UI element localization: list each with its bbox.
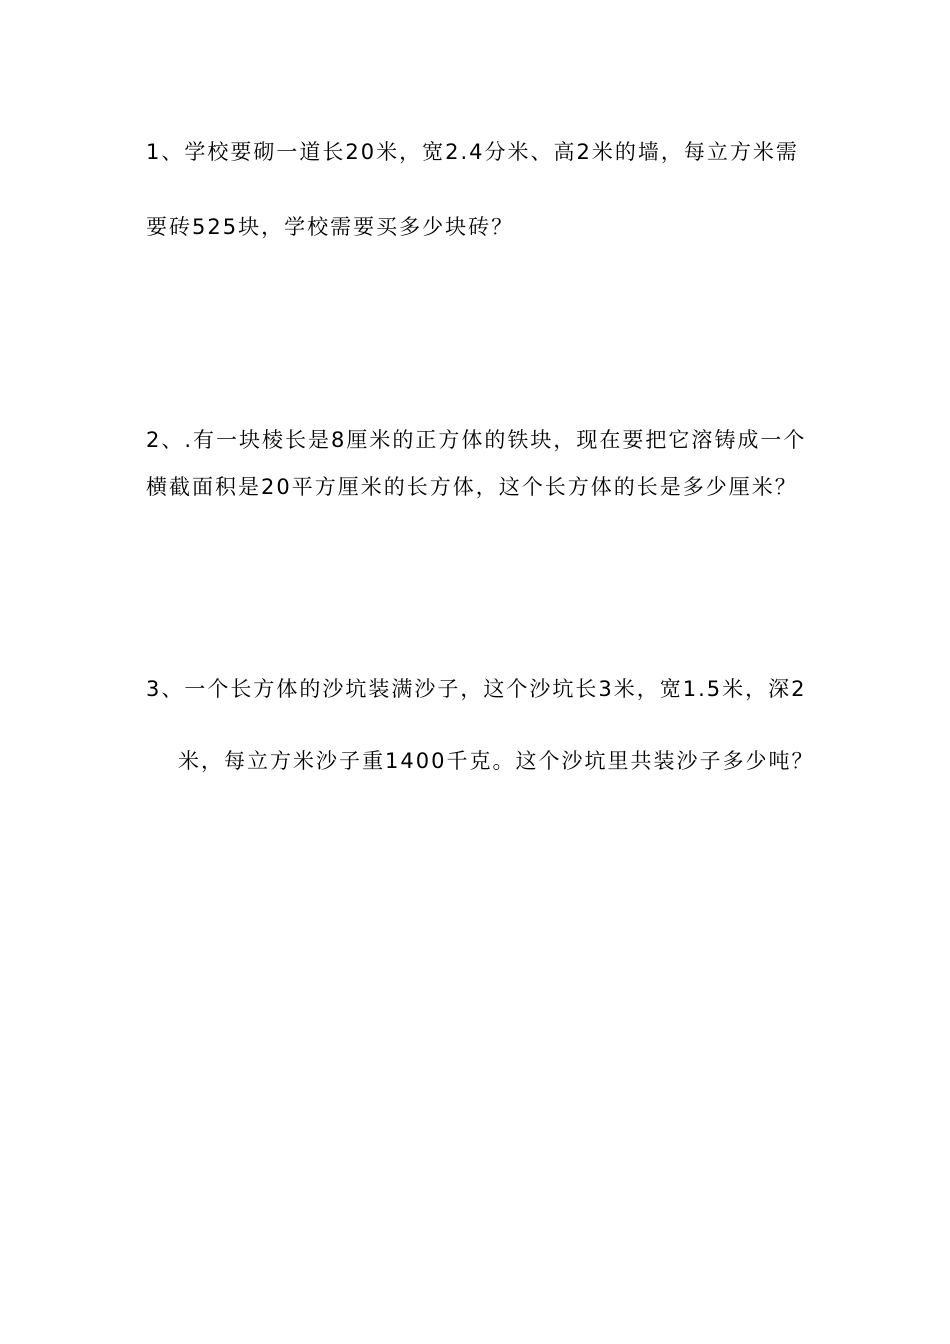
question-3-line-2: 米，每立方米沙子重1400千克。这个沙坑里共装沙子多少吨？ (178, 749, 815, 773)
question-1-line-2: 要砖525块，学校需要买多少块砖？ (146, 215, 515, 239)
question-3-line-1: 3、一个长方体的沙坑装满沙子，这个沙坑长3米，宽1.5米，深2 (146, 677, 807, 701)
question-2-line-2: 横截面积是20平方厘米的长方体，这个长方体的长是多少厘米？ (146, 475, 798, 499)
question-2-line-1: 2、.有一块棱长是8厘米的正方体的铁块，现在要把它溶铸成一个 (146, 428, 807, 452)
question-1-line-1: 1、学校要砌一道长20米，宽2.4分米、高2米的墙，每立方米需 (146, 140, 799, 164)
